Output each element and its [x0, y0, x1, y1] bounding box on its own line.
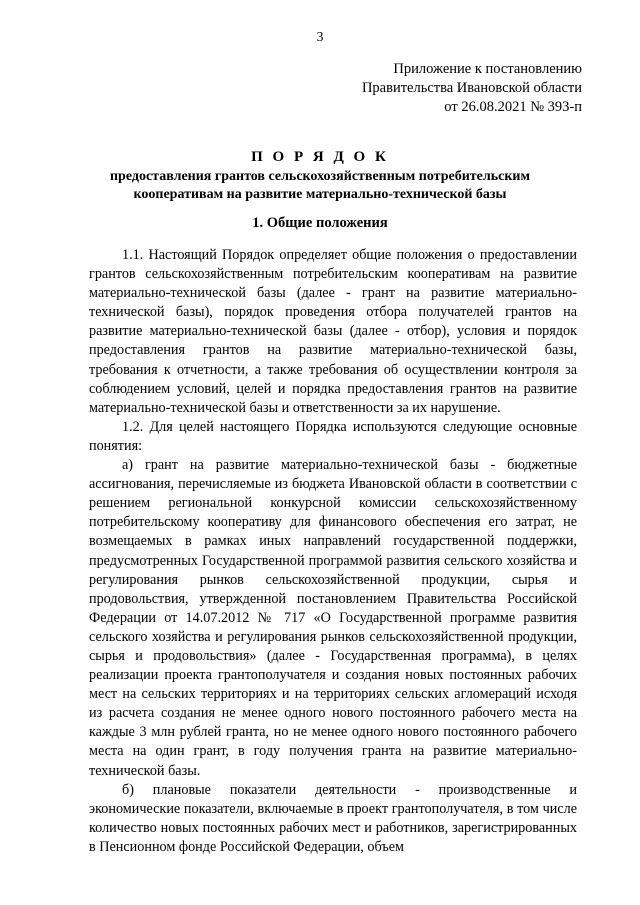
subtitle-line: кооперативам на развитие материально-технической базы: [133, 187, 507, 202]
paragraph: 1.2. Для целей настоящего Порядка используются следующие основные понятия:: [89, 418, 577, 454]
paragraph: 1.1. Настоящий Порядок определяет общие положения о предоставлении грантов сельскохозяйственным потребительским кооперативам на развитие материально-технической базы (далее - грант на развитие материально-технической базы), порядок проведения отбора получателей грантов на развитие материально-технической базы (далее - отбор), условия и порядок предоставления грантов на развитие материально-технической базы, требования к отчетности, а также требования об осуществлении контроля за соблюдением условий, целей и порядка предоставления грантов на развитие материально-технической базы и ответственности за их нарушение.: [89, 247, 577, 416]
document-title: П О Р Я Д О К: [251, 149, 389, 165]
subtitle-line: предоставления грантов сельскохозяйственным потребительским: [109, 169, 531, 184]
paragraph: б) плановые показатели деятельности - производственные и экономические показатели, включаемые в проект грантополучателя, в том числе количество новых постоянных рабочих мест и работников, зарегистрированных в Пенсионном фонде Российской Федерации, объем: [89, 781, 577, 855]
appendix-line: Правительства Ивановской области: [361, 80, 582, 96]
document-body: [89, 246, 577, 857]
paragraph: а) грант на развитие материально-технической базы - бюджетные ассигнования, перечисляемые из бюджета Ивановской области в соответствии с решением региональной конкурсной комиссии сельскохозяйственному потребительскому кооперативу для финансового обеспечения его затрат, не возмещаемых в рамках иных направлений государственной поддержки, предусмотренных Государственной программой развития сельского хозяйства и регулирования рынков сельскохозяйственной продукции, сырья и продовольствия, утвержденной постановлением Правительства Российской Федерации от 14.07.2012 № 717 «О Государственной программе развития сельского хозяйства и регулирования рынков сельскохозяйственной продукции, сырья и продовольствия» (далее - Государственная программа), в целях реализации проекта грантополучателя и создания новых постоянных рабочих мест на сельских территориях и на территориях сельских агломераций исходя из расчета создания не менее одного нового постоянного рабочего места на каждые 3 млн рублей гранта, но не менее одного нового постоянного рабочего места на один грант, в году получения гранта на развитие материально-технической базы.: [89, 457, 577, 779]
document-subtitle: [0, 168, 640, 204]
appendix-header: [362, 60, 582, 117]
appendix-line: от 26.08.2021 № 393-п: [444, 99, 582, 115]
appendix-line: Приложение к постановлению: [393, 61, 582, 77]
page-number: 3: [316, 30, 324, 45]
section-heading: 1. Общие положения: [252, 215, 388, 231]
